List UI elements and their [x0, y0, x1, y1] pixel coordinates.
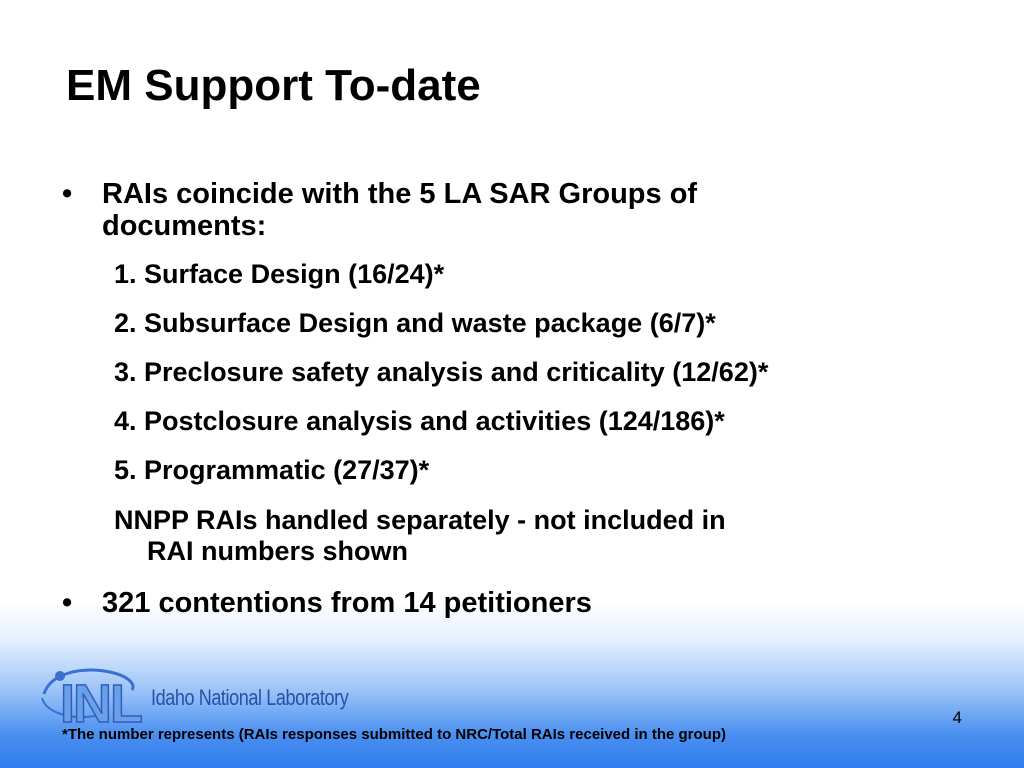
- bullet-marker: •: [62, 587, 73, 619]
- slide-title: EM Support To-date: [66, 61, 481, 110]
- group-item-1: 1. Surface Design (16/24)*: [114, 259, 445, 289]
- page-number: 4: [952, 708, 962, 727]
- bullet-marker: •: [62, 178, 73, 210]
- nnpp-note-line: RAI numbers shown: [147, 536, 409, 566]
- group-item-2: 2. Subsurface Design and waste package (6/7)*: [114, 308, 716, 338]
- nnpp-note: [114, 505, 726, 567]
- group-item-3: 3. Preclosure safety analysis and criticality (12/62)*: [114, 357, 769, 387]
- logo-lab-name: Idaho National Laboratory: [151, 685, 349, 710]
- group-item-4: 4. Postclosure analysis and activities (124/186)*: [114, 406, 725, 436]
- bullet-text: [102, 178, 697, 242]
- bullet-line: documents:: [102, 210, 267, 242]
- logo-mark: INL: [60, 674, 141, 728]
- bullet-line: RAIs coincide with the 5 LA SAR Groups of: [102, 178, 698, 210]
- footnote: *The number represents (RAIs responses submitted to NRC/Total RAIs received in the group): [62, 726, 727, 743]
- nnpp-note-line: NNPP RAIs handled separately - not included in: [114, 505, 726, 535]
- bullet-text: 321 contentions from 14 petitioners: [102, 587, 592, 619]
- group-item-5: 5. Programmatic (27/37)*: [114, 455, 430, 485]
